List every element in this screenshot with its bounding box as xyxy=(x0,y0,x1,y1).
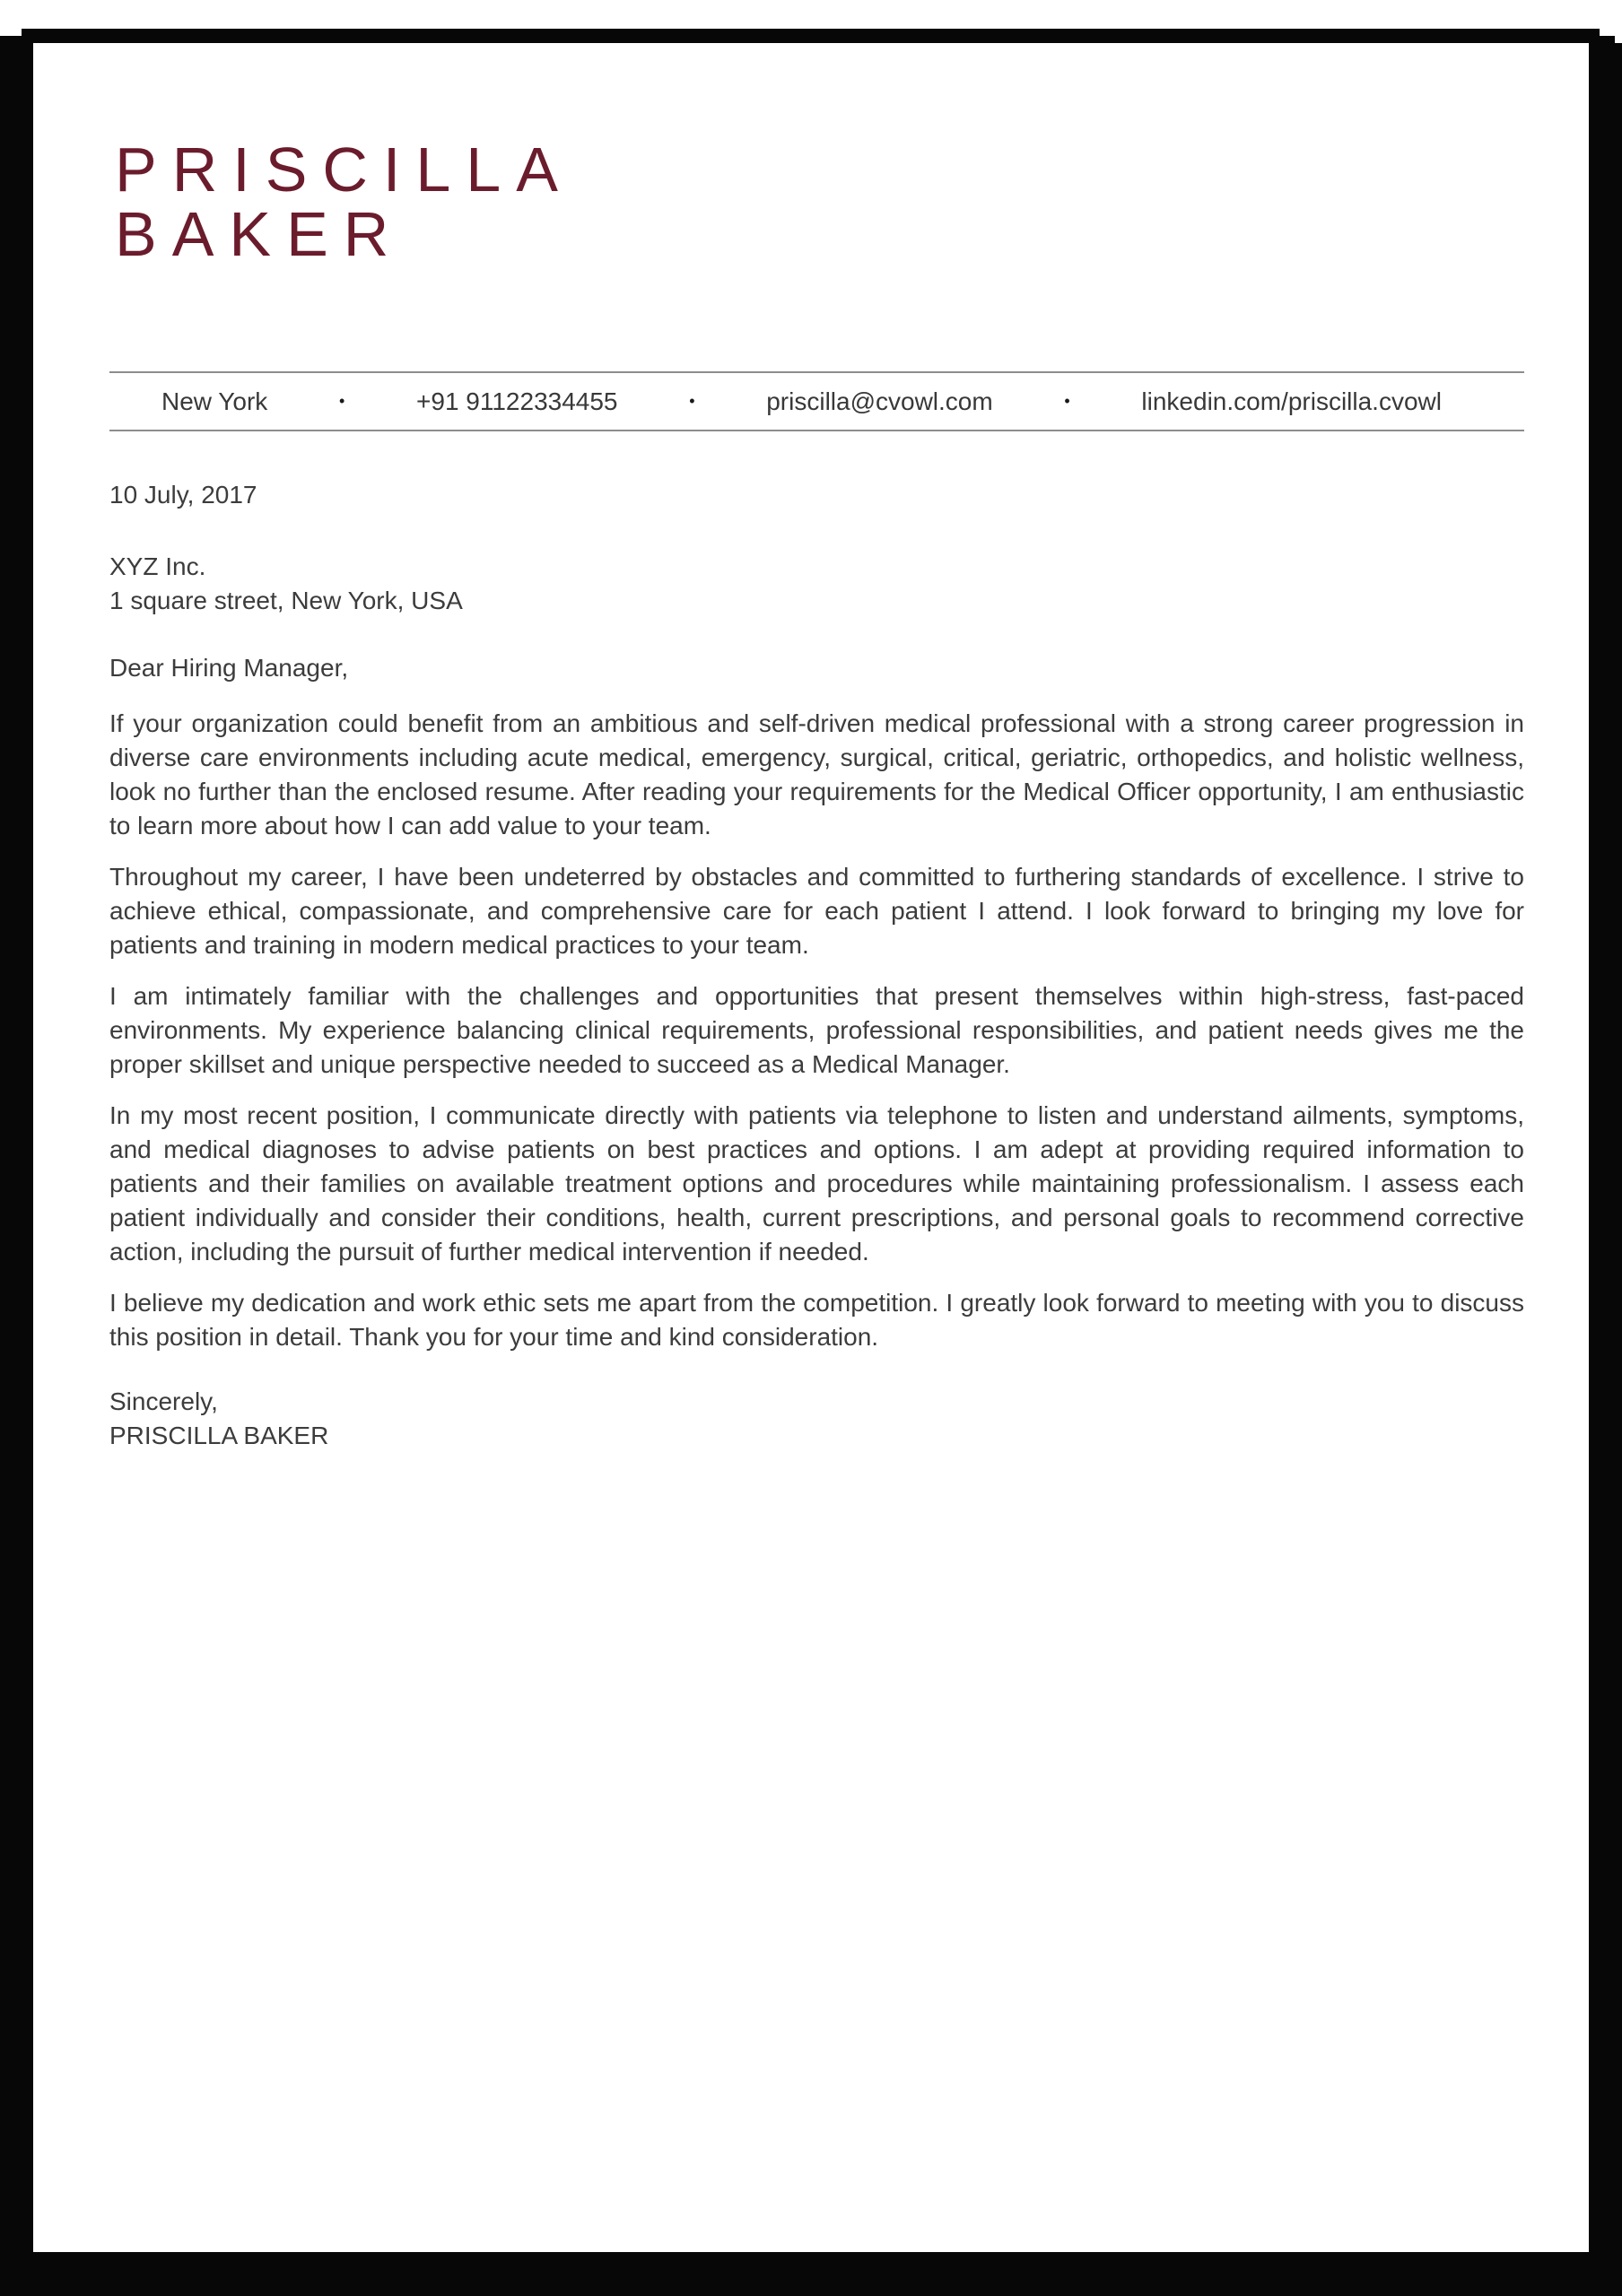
contact-bar xyxy=(109,371,1524,431)
header-name-last: BAKER xyxy=(115,199,405,269)
bullet-separator: • xyxy=(1064,392,1070,410)
header-name xyxy=(115,135,1524,269)
letter-paragraph: In my most recent position, I communicate directly with patients via telephone to listen and understand ailments, symptoms, and medical diagnoses to advise patients on best practices and options. I am adept at providing required information to patients and their families on available treatment options and procedures while maintaining professionalism. I assess each patient individually and consider their conditions, health, current prescriptions, and personal goals to recommend corrective action, including the pursuit of further medical intervention if needed. xyxy=(109,1101,1524,1265)
contact-phone: +91 91122334455 xyxy=(416,387,618,415)
bullet-separator: • xyxy=(339,392,345,410)
letter-paragraph: If your organization could benefit from an ambitious and self-driven medical professional with a strong career progression in diverse care environments including acute medical, emergency, surgical, critical, geriatric, orthopedics, and holistic wellness, look no further than the enclosed resume. After reading your requirements for the Medical Officer opportunity, I am enthusiastic to learn more about how I can add value to your team. xyxy=(109,709,1524,839)
salutation: Dear Hiring Manager, xyxy=(109,654,349,682)
contact-email: priscilla@cvowl.com xyxy=(766,387,993,415)
letter-body xyxy=(109,478,1524,1453)
recipient-block xyxy=(109,550,1524,618)
letter-paragraph: I believe my dedication and work ethic sets me apart from the competition. I greatly look forward to meeting with you to discuss this position in detail. Thank you for your time and kind consideration. xyxy=(109,1289,1524,1351)
recipient-company: XYZ Inc. xyxy=(109,552,206,580)
letter-page xyxy=(33,43,1589,2252)
letter-paragraph: I am intimately familiar with the challenges and opportunities that present themselves within high-stress, fast-paced environments. My experience balancing clinical requirements, professional responsibilities, and patient needs gives me the proper skillset and unique perspective needed to succeed as a Medical Manager. xyxy=(109,982,1524,1078)
bullet-separator: • xyxy=(689,392,695,410)
closing-block xyxy=(109,1385,1524,1453)
signature-name: PRISCILLA BAKER xyxy=(109,1422,329,1449)
header-name-first: PRISCILLA xyxy=(115,135,573,204)
recipient-address: 1 square street, New York, USA xyxy=(109,587,463,614)
contact-location: New York xyxy=(161,387,268,415)
letter-date: 10 July, 2017 xyxy=(109,481,257,509)
letter-paragraph: Throughout my career, I have been undeterred by obstacles and committed to furthering standards of excellence. I strive to achieve ethical, compassionate, and comprehensive care for each patient I attend. I look forward to bringing my love for patients and training in modern medical practices to your team. xyxy=(109,863,1524,959)
closing-text: Sincerely, xyxy=(109,1387,218,1415)
contact-linkedin: linkedin.com/priscilla.cvowl xyxy=(1141,387,1442,415)
